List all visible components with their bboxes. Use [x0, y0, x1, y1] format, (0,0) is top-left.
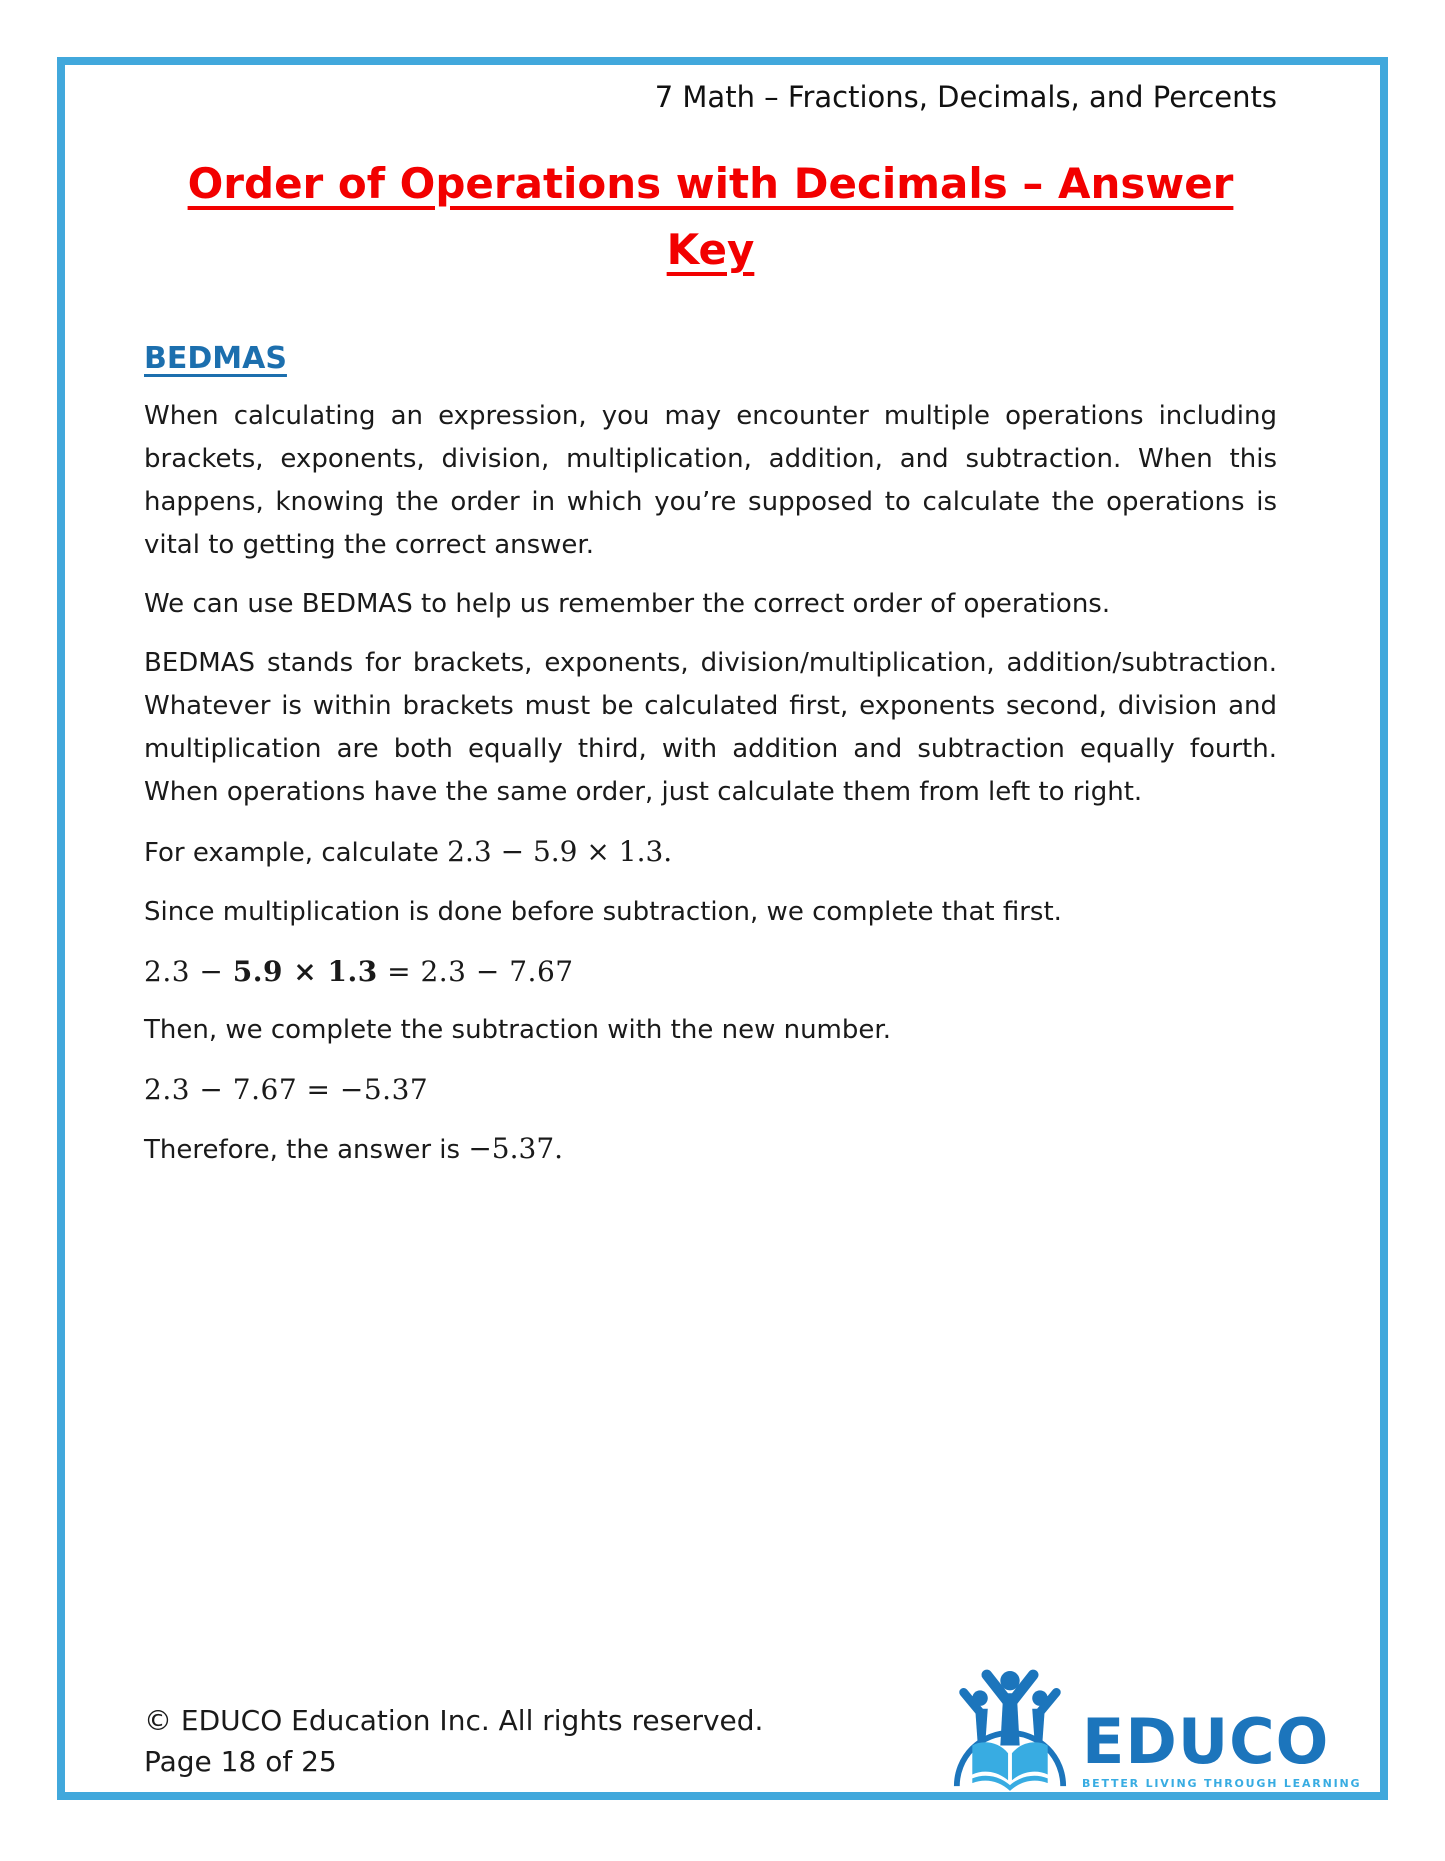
educo-logo-mark-icon: [952, 1666, 1068, 1794]
math-expression-example: 2.3 − 5.9 × 1.3.: [447, 835, 673, 868]
footer-copyright: © EDUCO Education Inc. All rights reserved.: [144, 1704, 764, 1737]
footer-text: [144, 1700, 763, 1782]
footer-page-number: Page 18 of 25: [144, 1745, 337, 1778]
page-title-line-2: Key: [666, 225, 755, 274]
logo-book-left-page-icon: [972, 1742, 1008, 1780]
paragraph-bedmas-use: We can use BEDMAS to help us remember the correct order of operations.: [144, 589, 1111, 619]
course-header: 7 Math – Fractions, Decimals, and Percents: [654, 80, 1277, 114]
example-intro-text: For example, calculate: [144, 838, 448, 868]
equation1-suffix: = 2.3 − 7.67: [377, 955, 574, 988]
equation1-bold-part: 5.9 × 1.3: [232, 955, 378, 988]
logo-book-right-page-icon: [1012, 1742, 1048, 1780]
page-title-line-1: Order of Operations with Decimals – Answer: [187, 159, 1234, 208]
educo-tagline: BETTER LIVING THROUGH LEARNING: [1082, 1777, 1362, 1790]
educo-logo: [952, 1652, 1362, 1794]
logo-person-left-head-icon: [972, 1690, 987, 1705]
equation-multiplication-step: [144, 950, 1277, 993]
logo-person-center-head-icon: [1000, 1671, 1019, 1690]
equation1-prefix: 2.3 −: [144, 955, 233, 988]
section-heading-bedmas: BEDMAS: [144, 341, 287, 376]
educo-logo-text: [1082, 1705, 1362, 1794]
paragraph-order-intro: When calculating an expression, you may encounter multiple operations including brackets, exponents, division, multiplication, addition, and subtraction. When this happens, knowing the order in which you’re supposed to calculate the operations is vital to getting the correct answer.: [144, 401, 1277, 560]
paragraph-step1: Since multiplication is done before subtraction, we complete that first.: [144, 897, 1062, 927]
logo-person-right-head-icon: [1032, 1690, 1047, 1705]
logo-person-center-body-icon: [1000, 1693, 1019, 1745]
paragraph-step2: Then, we complete the subtraction with the new number.: [144, 1015, 891, 1045]
paragraph-conclusion: [144, 1127, 1277, 1172]
document-content: [144, 65, 1277, 1172]
paragraph-bedmas-meaning: BEDMAS stands for brackets, exponents, division/multiplication, addition/subtraction. Whatever is within brackets must be calculated first, exponents second, division and multiplication are both equally third, with addition and subtraction equally fourth. When operations have the same order, just calculate them from left to right.: [144, 648, 1277, 807]
page-title: [144, 151, 1277, 283]
equation-subtraction-step: 2.3 − 7.67 = −5.37: [144, 1073, 429, 1106]
conclusion-text: Therefore, the answer is: [144, 1135, 469, 1165]
logo-book-base-icon: [972, 1776, 1047, 1791]
conclusion-answer-value: −5.37.: [468, 1132, 564, 1165]
paragraph-example-intro: [144, 830, 1277, 875]
educo-wordmark: EDUCO: [1082, 1705, 1330, 1778]
